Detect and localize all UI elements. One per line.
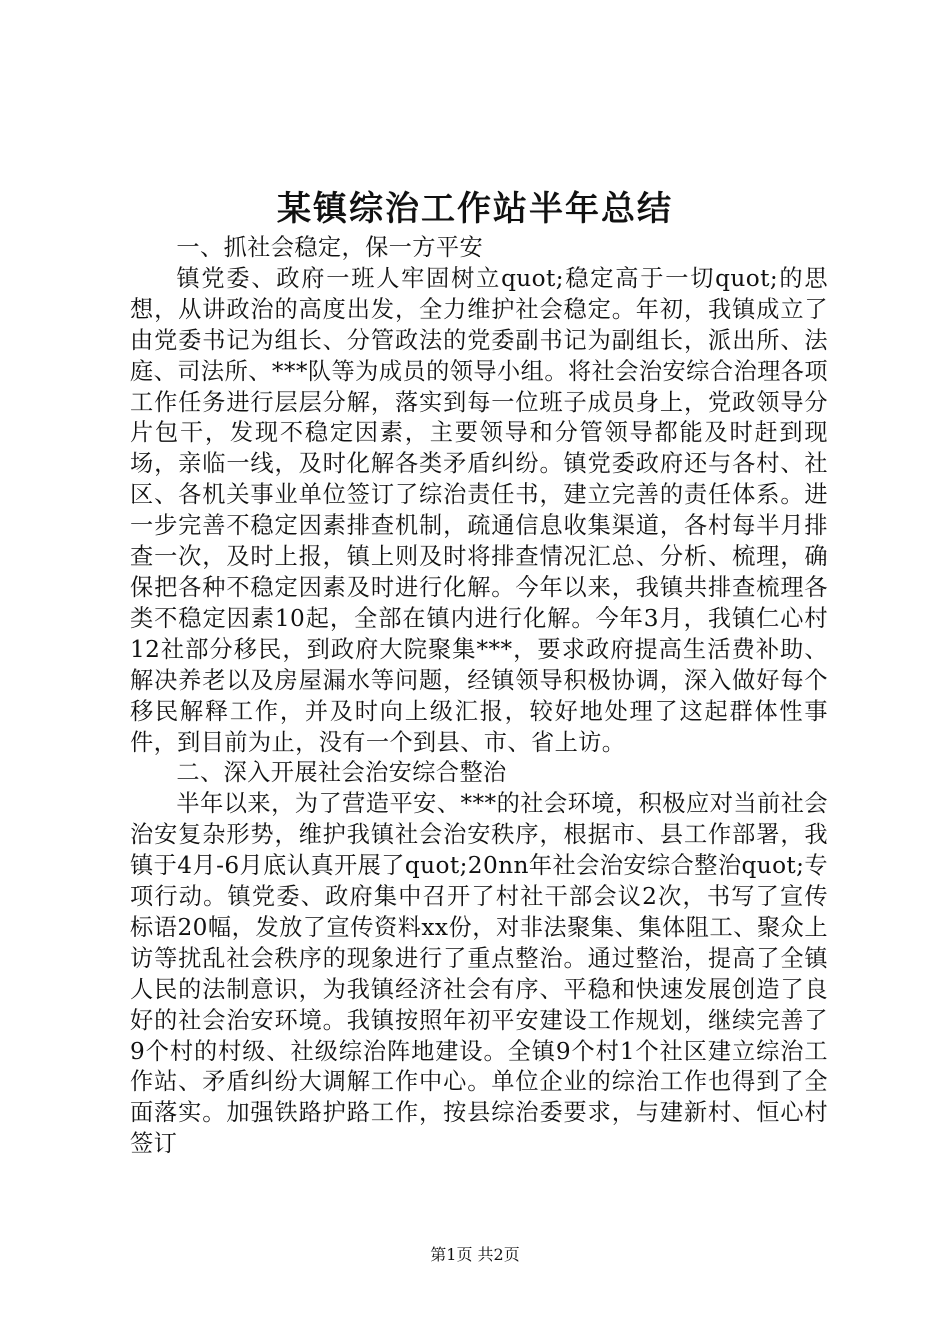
paragraph-1: 镇党委、政府一班人牢固树立quot;稳定高于一切quot;的思想，从讲政治的高度出发，全力维护社会稳定。年初，我镇成立了由党委书记为组长、分管政法的党委副书记为副组长，派出所、法庭、司法所、***队等为成员的领导小组。将社会治安综合治理各项工作任务进行层层分解，落实到每一位班子成员身上，党政领导分片包干，发现不稳定因素，主要领导和分管领导都能及时赶到现场，亲临一线，及时化解各类矛盾纠纷。镇党委政府还与各村、社区、各机关事业单位签订了综治责任书，建立完善的责任体系。进一步完善不稳定因素排查机制，疏通信息收集渠道，各村每半月排查一次，及时上报，镇上则及时将排查情况汇总、分析、梳理，确保把各种不稳定因素及时进行化解。今年以来，我镇共排查梳理各类不稳定因素10起，全部在镇内进行化解。今年3月，我镇仁心村12社部分移民，到政府大院聚集***，要求政府提高生活费补助、解决养老以及房屋漏水等问题，经镇领导积极协调，深入做好每个移民解释工作，并及时向上级汇报，较好地处理了这起群体性事件，到目前为止，没有一个到县、市、省上访。: [130, 264, 828, 756]
document-body: [130, 233, 828, 1160]
paragraph-2: 半年以来，为了营造平安、***的社会环境，积极应对当前社会治安复杂形势，维护我镇社会治安秩序，根据市、县工作部署，我镇于4月-6月底认真开展了quot;20nn年社会治安综合整治quot;专项行动。镇党委、政府集中召开了村社干部会议2次，书写了宣传标语20幅，发放了宣传资料xx份，对非法聚集、集体阻工、聚众上访等扰乱社会秩序的现象进行了重点整治。通过整治，提高了全镇人民的法制意识，为我镇经济社会有序、平稳和快速发展创造了良好的社会治安环境。我镇按照年初平安建设工作规划，继续完善了9个村的村级、社级综治阵地建设。全镇9个村1个社区建立综治工作站、矛盾纠纷大调解工作中心。单位企业的综治工作也得到了全面落实。加强铁路护路工作，按县综治委要求，与建新村、恒心村签订: [130, 790, 828, 1158]
section-heading-2: 二、深入开展社会治安综合整治: [176, 759, 507, 787]
document-title: 某镇综治工作站半年总结: [277, 189, 673, 229]
page-number: 第1页 共2页: [430, 1245, 520, 1264]
section-heading-1: 一、抓社会稳定，保一方平安: [176, 234, 484, 261]
